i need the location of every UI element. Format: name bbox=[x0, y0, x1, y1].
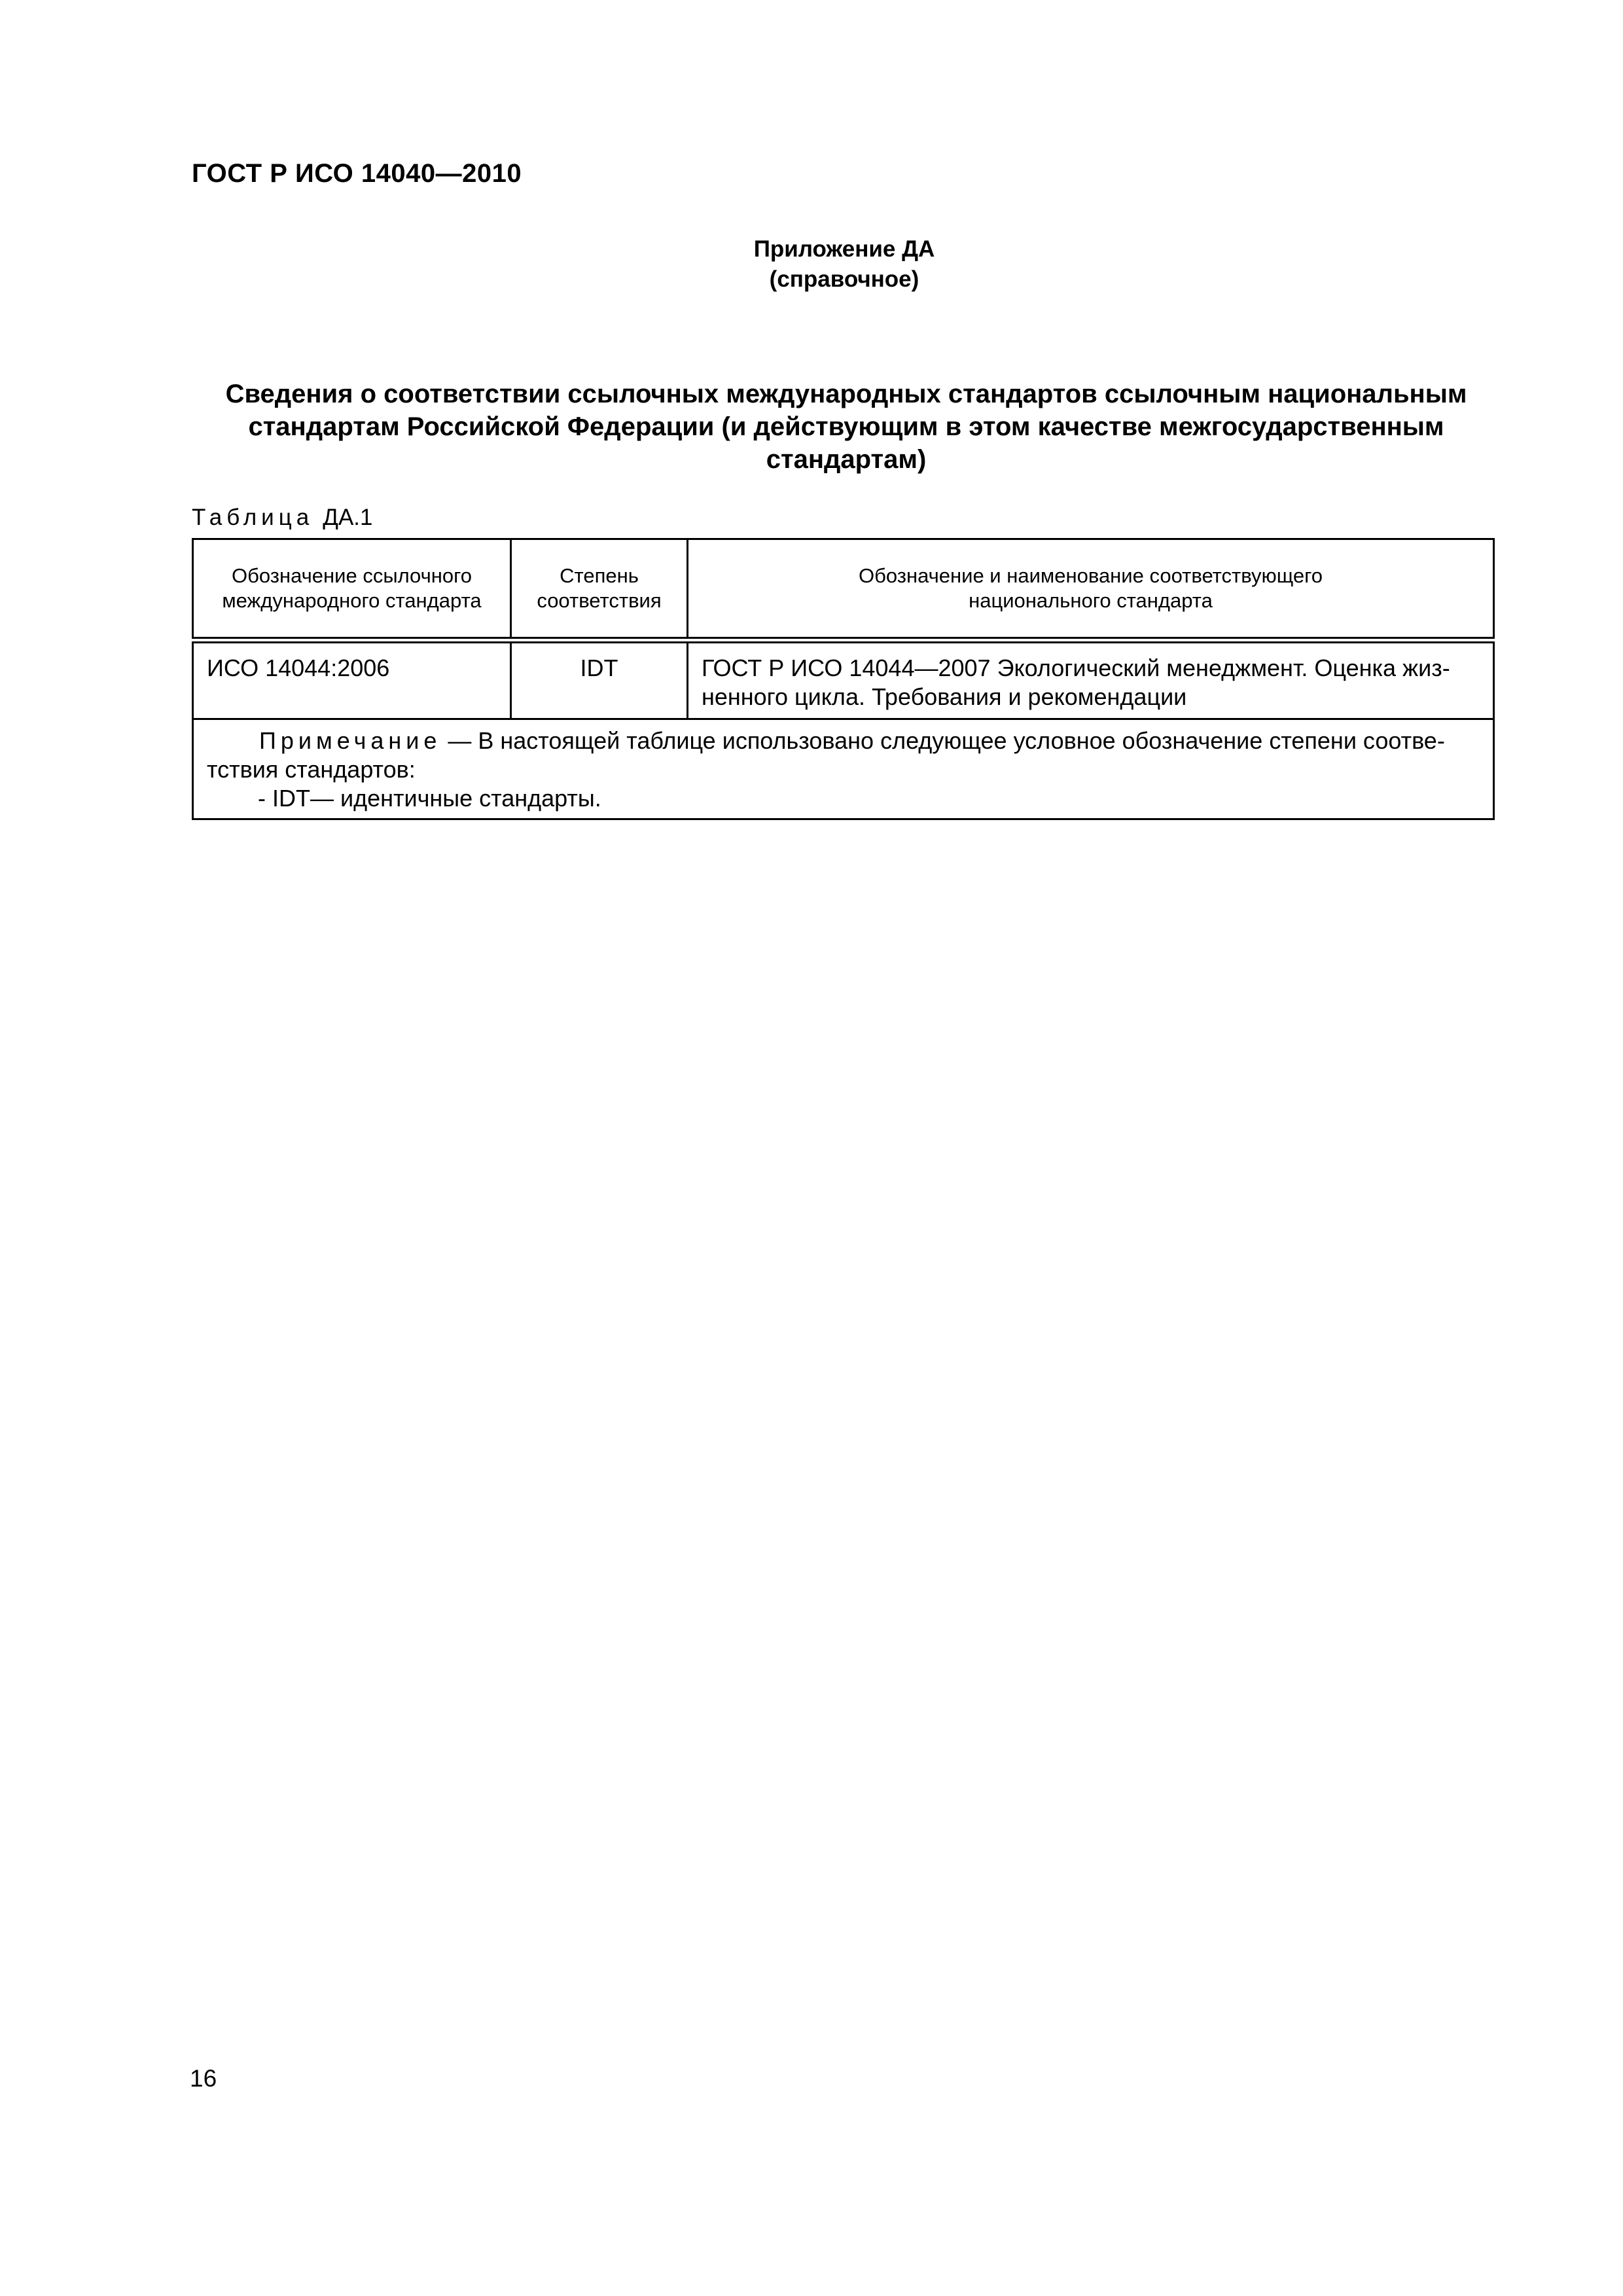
appendix-type: (справочное) bbox=[769, 266, 919, 292]
standards-correspondence-table bbox=[192, 538, 1495, 820]
cell-international-standard: ИСО 14044:2006 bbox=[193, 640, 511, 719]
header-international-standard: Обозначение ссылочного международного стандарта bbox=[193, 539, 511, 641]
table-note bbox=[193, 719, 1494, 819]
section-title-line-3: стандартам) bbox=[766, 445, 927, 474]
header-degree-of-correspondence: Степень соответствия bbox=[511, 539, 688, 641]
appendix-title: Приложение ДА bbox=[753, 236, 935, 262]
section-title-line-2: стандартам Российской Федерации (и действующим в этом качестве межгосударственным bbox=[248, 412, 1444, 441]
cell-degree: IDT bbox=[511, 640, 688, 719]
table-header-row bbox=[193, 539, 1494, 641]
note-label: Примечание bbox=[259, 727, 442, 754]
table-caption bbox=[192, 504, 372, 531]
page-number: 16 bbox=[190, 2065, 217, 2092]
table-note-row bbox=[193, 719, 1494, 819]
document-code-header: ГОСТ Р ИСО 14040—2010 bbox=[192, 159, 522, 188]
cell-national-standard: ГОСТ Р ИСО 14044—2007 Экологический менеджмент. Оценка жиз- ненного цикла. Требования и рекомендации bbox=[688, 640, 1494, 719]
table-caption-word: Таблица bbox=[192, 505, 314, 530]
header-national-standard: Обозначение и наименование соответствующего национального стандарта bbox=[688, 539, 1494, 641]
note-text-line-1: — В настоящей таблице использовано следующее условное обозначение степени соотве- bbox=[441, 727, 1445, 754]
table-row bbox=[193, 640, 1494, 719]
section-title-line-1: Сведения о соответствии ссылочных международных стандартов ссылочным национальным bbox=[225, 380, 1467, 408]
appendix-heading bbox=[0, 234, 1623, 295]
note-text-line-2: тствия стандартов: bbox=[207, 756, 416, 783]
note-list-item: - IDT— идентичные стандарты. bbox=[258, 785, 601, 812]
table-caption-number: ДА.1 bbox=[323, 505, 373, 530]
section-title bbox=[192, 378, 1501, 476]
